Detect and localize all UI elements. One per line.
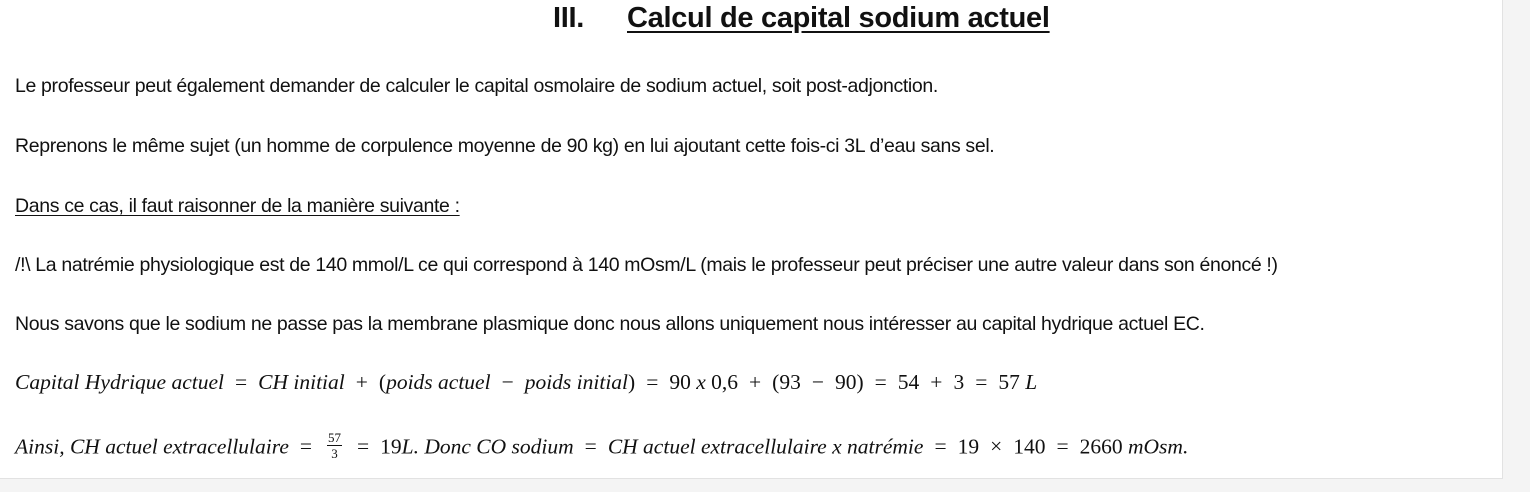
eq1-equals-3: = xyxy=(874,370,887,394)
eq1-close-paren: ) xyxy=(628,370,636,394)
eq1-poids-initial: poids initial xyxy=(524,370,629,394)
eq1-equals: = xyxy=(235,370,248,394)
eq1-plus-2: + xyxy=(749,370,762,394)
eq2-natremie: x natrémie xyxy=(832,434,924,459)
eq1-lhs: Capital Hydrique actuel xyxy=(15,370,224,394)
paragraph-subject: Reprenons le même sujet (un homme de corpulence moyenne de 90 kg) en lui ajoutant cette fois-ci 3L d’eau sans sel. xyxy=(15,135,995,157)
eq1-ch-initial: CH initial xyxy=(258,370,345,394)
eq1-plus: + xyxy=(355,370,368,394)
eq2-equals-4: = xyxy=(934,434,947,459)
paragraph-membrane: Nous savons que le sodium ne passe pas la membrane plasmique donc nous allons uniquement nous intéresser au capital hydrique actuel EC. xyxy=(15,313,1205,335)
eq2-equals-3: = xyxy=(584,434,597,459)
eq1-v6: 3 xyxy=(953,370,965,394)
eq1-x: x xyxy=(696,370,706,394)
eq2-fraction xyxy=(327,431,342,460)
equation-capital-hydrique xyxy=(15,370,1037,395)
eq1-equals-4: = xyxy=(975,370,988,394)
eq1-v2: 0,6 xyxy=(711,370,739,394)
equation-co-sodium xyxy=(15,430,1189,463)
paragraph-intro: Le professeur peut également demander de calculer le capital osmolaire de sodium actuel, soit post-adjonction. xyxy=(15,75,938,97)
eq1-v1: 90 xyxy=(669,370,691,394)
eq1-open-paren: ( xyxy=(378,370,387,394)
eq1-v5: 54 xyxy=(897,370,920,394)
paragraph-warning: /!\ La natrémie physiologique est de 140 mmol/L ce qui correspond à 140 mOsm/L (mais le professeur peut préciser une autre valeur dans son énoncé !) xyxy=(15,254,1278,276)
paragraph-method: Dans ce cas, il faut raisonner de la manière suivante : xyxy=(15,195,460,217)
eq2-v1: 19 xyxy=(957,434,980,459)
eq2-fraction-numerator: 57 xyxy=(328,430,342,445)
eq1-minus-2: − xyxy=(811,370,824,394)
section-heading xyxy=(553,2,1050,35)
section-number: III. xyxy=(553,2,585,34)
eq1-unit: L xyxy=(1025,370,1038,394)
eq1-v3: (93 xyxy=(772,370,801,394)
eq2-times: × xyxy=(990,434,1003,459)
eq2-res1-unit: L. Donc CO sodium xyxy=(401,434,574,459)
eq2-res1: 19 xyxy=(380,434,402,459)
eq2-equals-5: = xyxy=(1056,434,1069,459)
eq1-v7: 57 xyxy=(998,370,1020,394)
eq2-ch-actuel-ec: CH actuel extracellulaire xyxy=(607,434,827,459)
eq1-equals-2: = xyxy=(646,370,659,394)
eq2-equals: = xyxy=(299,434,313,459)
eq2-prefix: Ainsi, CH actuel extracellulaire xyxy=(15,434,289,459)
eq1-plus-3: + xyxy=(930,370,943,394)
eq2-v2: 140 xyxy=(1013,434,1046,459)
section-title: Calcul de capital sodium actuel xyxy=(627,2,1050,34)
eq2-unit: mOsm. xyxy=(1128,434,1189,459)
eq2-v3: 2660 xyxy=(1079,434,1123,459)
eq2-fraction-denominator: 3 xyxy=(331,446,338,461)
eq1-v4: 90) xyxy=(834,370,864,394)
eq2-equals-2: = xyxy=(357,434,370,459)
eq1-minus: − xyxy=(501,370,514,394)
eq1-poids-actuel: poids actuel xyxy=(386,370,491,394)
